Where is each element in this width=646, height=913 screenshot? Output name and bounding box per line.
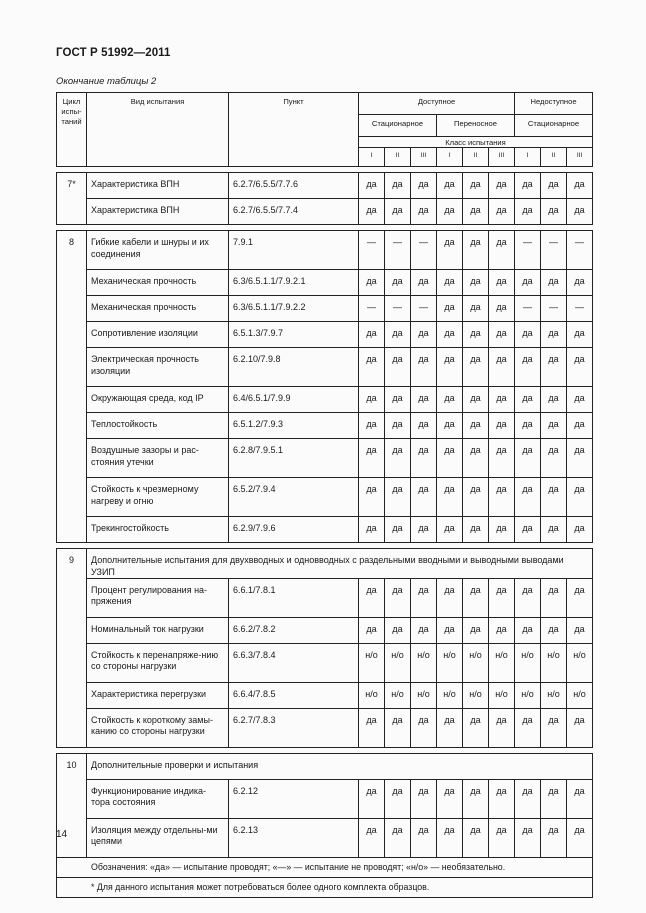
- value-cell: да: [567, 173, 593, 199]
- value-cell: да: [385, 413, 411, 439]
- value-cell: да: [411, 818, 437, 857]
- value-cell: да: [385, 478, 411, 517]
- value-cell: да: [567, 708, 593, 747]
- value-cell: да: [385, 322, 411, 348]
- value-cell: да: [437, 231, 463, 270]
- value-cell: —: [385, 231, 411, 270]
- value-cell: да: [541, 387, 567, 413]
- table-row: [57, 173, 593, 199]
- value-cell: —: [515, 296, 541, 322]
- table-row: [57, 708, 593, 747]
- value-cell: н/о: [541, 643, 567, 682]
- header-stationary: Стационарное: [359, 115, 437, 137]
- value-cell: да: [567, 439, 593, 478]
- value-cell: да: [489, 387, 515, 413]
- clause-ref: 6.3/6.5.1.1/7.9.2.1: [229, 270, 359, 296]
- cycle-number: 10: [57, 753, 87, 857]
- value-cell: да: [359, 708, 385, 747]
- header-test-type: Вид испытания: [87, 93, 229, 167]
- clause-ref: 6.6.2/7.8.2: [229, 617, 359, 643]
- clause-ref: 6.6.4/7.8.5: [229, 682, 359, 708]
- table-row: [57, 643, 593, 682]
- clause-ref: 6.2.9/7.9.6: [229, 517, 359, 543]
- value-cell: —: [567, 296, 593, 322]
- value-cell: да: [359, 818, 385, 857]
- legend-note: Обозначения: «да» — испытание проводят; «—» — испытание не проводят; «н/о» — необязательно.: [57, 857, 593, 877]
- value-cell: да: [411, 387, 437, 413]
- value-cell: да: [437, 348, 463, 387]
- value-cell: да: [489, 439, 515, 478]
- value-cell: да: [385, 617, 411, 643]
- test-name: Гибкие кабели и шнуры и их соединения: [87, 231, 229, 270]
- header-class-cell: II: [541, 148, 567, 167]
- value-cell: н/о: [567, 682, 593, 708]
- value-cell: да: [567, 617, 593, 643]
- value-cell: да: [359, 387, 385, 413]
- table-row: [57, 322, 593, 348]
- value-cell: да: [515, 478, 541, 517]
- value-cell: да: [359, 270, 385, 296]
- clause-ref: 6.2.12: [229, 779, 359, 818]
- value-cell: да: [411, 617, 437, 643]
- value-cell: да: [567, 199, 593, 225]
- value-cell: да: [437, 517, 463, 543]
- value-cell: да: [437, 439, 463, 478]
- value-cell: да: [463, 617, 489, 643]
- value-cell: да: [385, 199, 411, 225]
- value-cell: н/о: [541, 682, 567, 708]
- value-cell: —: [359, 296, 385, 322]
- value-cell: н/о: [489, 682, 515, 708]
- table-row: [57, 199, 593, 225]
- value-cell: да: [463, 270, 489, 296]
- cycle-number: 9: [57, 549, 87, 748]
- value-cell: н/о: [515, 682, 541, 708]
- group-title: Дополнительные испытания для двухвводных и одновводных с раздельными вводными и выводными выводами УЗИП: [87, 549, 593, 579]
- value-cell: да: [541, 270, 567, 296]
- table-row: [57, 439, 593, 478]
- value-cell: да: [567, 270, 593, 296]
- value-cell: да: [489, 270, 515, 296]
- clause-ref: 6.2.13: [229, 818, 359, 857]
- value-cell: да: [437, 779, 463, 818]
- table-row: [57, 231, 593, 270]
- value-cell: да: [489, 322, 515, 348]
- clause-ref: 6.2.8/7.9.5.1: [229, 439, 359, 478]
- value-cell: н/о: [437, 643, 463, 682]
- header-class-cell: III: [489, 148, 515, 167]
- value-cell: да: [489, 818, 515, 857]
- value-cell: да: [359, 173, 385, 199]
- value-cell: да: [567, 818, 593, 857]
- table-row: [57, 682, 593, 708]
- value-cell: да: [437, 578, 463, 617]
- cycle-number: 8: [57, 231, 87, 543]
- value-cell: н/о: [411, 682, 437, 708]
- value-cell: да: [541, 708, 567, 747]
- header-class-cell: III: [567, 148, 593, 167]
- value-cell: да: [541, 478, 567, 517]
- value-cell: да: [567, 779, 593, 818]
- value-cell: да: [463, 199, 489, 225]
- value-cell: —: [359, 231, 385, 270]
- value-cell: да: [515, 199, 541, 225]
- value-cell: да: [541, 517, 567, 543]
- header-portable: Переносное: [437, 115, 515, 137]
- value-cell: н/о: [359, 643, 385, 682]
- header-class-cell: I: [359, 148, 385, 167]
- test-name: Механическая прочность: [87, 296, 229, 322]
- value-cell: да: [541, 439, 567, 478]
- header-inaccessible: Недоступное: [515, 93, 593, 115]
- test-name: Электрическая прочность изоляции: [87, 348, 229, 387]
- cycle-number: 7*: [57, 173, 87, 225]
- table-row: [57, 617, 593, 643]
- value-cell: да: [437, 173, 463, 199]
- value-cell: да: [489, 348, 515, 387]
- value-cell: да: [515, 413, 541, 439]
- table-row: [57, 478, 593, 517]
- value-cell: да: [359, 348, 385, 387]
- value-cell: да: [411, 199, 437, 225]
- value-cell: да: [411, 439, 437, 478]
- value-cell: да: [463, 322, 489, 348]
- clause-ref: 6.2.7/6.5.5/7.7.4: [229, 199, 359, 225]
- value-cell: да: [437, 322, 463, 348]
- value-cell: да: [489, 296, 515, 322]
- value-cell: да: [437, 818, 463, 857]
- value-cell: да: [411, 517, 437, 543]
- value-cell: н/о: [567, 643, 593, 682]
- test-name: Характеристика ВПН: [87, 173, 229, 199]
- clause-ref: 6.2.10/7.9.8: [229, 348, 359, 387]
- value-cell: да: [515, 779, 541, 818]
- value-cell: да: [359, 413, 385, 439]
- value-cell: —: [541, 231, 567, 270]
- value-cell: да: [359, 199, 385, 225]
- value-cell: да: [359, 517, 385, 543]
- value-cell: да: [567, 322, 593, 348]
- value-cell: н/о: [385, 643, 411, 682]
- value-cell: —: [411, 231, 437, 270]
- value-cell: да: [515, 818, 541, 857]
- test-name: Сопротивление изоляции: [87, 322, 229, 348]
- value-cell: н/о: [385, 682, 411, 708]
- value-cell: да: [515, 617, 541, 643]
- test-name: Механическая прочность: [87, 270, 229, 296]
- value-cell: да: [463, 818, 489, 857]
- value-cell: да: [385, 818, 411, 857]
- value-cell: да: [385, 439, 411, 478]
- group-title: Дополнительные проверки и испытания: [87, 753, 593, 779]
- page-number: 14: [56, 829, 68, 840]
- value-cell: да: [541, 818, 567, 857]
- clause-ref: 6.4/6.5.1/7.9.9: [229, 387, 359, 413]
- header-class-cell: I: [437, 148, 463, 167]
- test-name: Стойкость к короткому замы-канию со стороны нагрузки: [87, 708, 229, 747]
- value-cell: да: [359, 779, 385, 818]
- clause-ref: 6.6.3/7.8.4: [229, 643, 359, 682]
- value-cell: да: [463, 517, 489, 543]
- value-cell: да: [411, 779, 437, 818]
- value-cell: да: [385, 578, 411, 617]
- value-cell: да: [515, 387, 541, 413]
- value-cell: да: [489, 413, 515, 439]
- test-name: Характеристика ВПН: [87, 199, 229, 225]
- test-name: Теплостойкость: [87, 413, 229, 439]
- value-cell: да: [463, 173, 489, 199]
- value-cell: да: [463, 348, 489, 387]
- value-cell: да: [463, 578, 489, 617]
- document-header: ГОСТ Р 51992—2011: [56, 47, 171, 59]
- header-class-cell: I: [515, 148, 541, 167]
- test-name: Окружающая среда, код IP: [87, 387, 229, 413]
- value-cell: да: [489, 708, 515, 747]
- value-cell: —: [385, 296, 411, 322]
- test-name: Воздушные зазоры и рас-стояния утечки: [87, 439, 229, 478]
- clause-ref: 6.5.1.2/7.9.3: [229, 413, 359, 439]
- value-cell: да: [437, 617, 463, 643]
- value-cell: —: [541, 296, 567, 322]
- value-cell: да: [515, 578, 541, 617]
- value-cell: да: [463, 708, 489, 747]
- value-cell: да: [437, 478, 463, 517]
- value-cell: —: [411, 296, 437, 322]
- table-row: [57, 779, 593, 818]
- table-row: [57, 348, 593, 387]
- test-name: Изоляция между отдельны-ми цепями: [87, 818, 229, 857]
- value-cell: да: [411, 413, 437, 439]
- value-cell: да: [385, 708, 411, 747]
- test-table: [56, 92, 593, 898]
- value-cell: да: [463, 231, 489, 270]
- test-name: Процент регулирования на-пряжения: [87, 578, 229, 617]
- value-cell: да: [411, 348, 437, 387]
- header-accessible: Доступное: [359, 93, 515, 115]
- value-cell: да: [385, 387, 411, 413]
- table-row: [57, 818, 593, 857]
- value-cell: да: [541, 413, 567, 439]
- value-cell: да: [359, 578, 385, 617]
- table-row: [57, 578, 593, 617]
- test-name: Характеристика перегрузки: [87, 682, 229, 708]
- value-cell: да: [489, 231, 515, 270]
- value-cell: да: [489, 517, 515, 543]
- table-caption: Окончание таблицы 2: [56, 76, 157, 87]
- test-name: Стойкость к перенапряже-нию со стороны нагрузки: [87, 643, 229, 682]
- value-cell: да: [567, 517, 593, 543]
- value-cell: да: [411, 270, 437, 296]
- value-cell: да: [541, 348, 567, 387]
- header-class-cell: II: [385, 148, 411, 167]
- clause-ref: 6.3/6.5.1.1/7.9.2.2: [229, 296, 359, 322]
- value-cell: да: [437, 199, 463, 225]
- value-cell: да: [385, 348, 411, 387]
- value-cell: да: [567, 413, 593, 439]
- value-cell: да: [567, 387, 593, 413]
- value-cell: да: [385, 517, 411, 543]
- value-cell: да: [489, 617, 515, 643]
- value-cell: да: [489, 779, 515, 818]
- value-cell: да: [359, 478, 385, 517]
- clause-ref: 6.5.1.3/7.9.7: [229, 322, 359, 348]
- value-cell: да: [463, 413, 489, 439]
- value-cell: да: [359, 617, 385, 643]
- value-cell: —: [515, 231, 541, 270]
- clause-ref: 7.9.1: [229, 231, 359, 270]
- header-test-class: Класс испытания: [359, 137, 593, 148]
- value-cell: да: [567, 578, 593, 617]
- table-row: [57, 296, 593, 322]
- value-cell: н/о: [463, 643, 489, 682]
- value-cell: да: [411, 322, 437, 348]
- value-cell: да: [411, 478, 437, 517]
- header-class-cell: II: [463, 148, 489, 167]
- clause-ref: 6.6.1/7.8.1: [229, 578, 359, 617]
- value-cell: да: [385, 779, 411, 818]
- table-row: [57, 270, 593, 296]
- clause-ref: 6.2.7/7.8.3: [229, 708, 359, 747]
- header-stationary-inaccessible: Стационарное: [515, 115, 593, 137]
- clause-ref: 6.2.7/6.5.5/7.7.6: [229, 173, 359, 199]
- value-cell: да: [437, 296, 463, 322]
- value-cell: да: [463, 387, 489, 413]
- value-cell: да: [515, 173, 541, 199]
- table-row: [57, 753, 593, 779]
- value-cell: да: [463, 439, 489, 478]
- value-cell: да: [541, 322, 567, 348]
- value-cell: да: [437, 270, 463, 296]
- value-cell: да: [515, 439, 541, 478]
- value-cell: н/о: [515, 643, 541, 682]
- value-cell: н/о: [489, 643, 515, 682]
- value-cell: да: [411, 173, 437, 199]
- header-clause: Пункт: [229, 93, 359, 167]
- test-name: Функционирование индика-тора состояния: [87, 779, 229, 818]
- value-cell: —: [567, 231, 593, 270]
- value-cell: да: [437, 387, 463, 413]
- table-row: [57, 387, 593, 413]
- header-cycle: Цикл испы-таний: [57, 93, 87, 167]
- value-cell: да: [541, 779, 567, 818]
- value-cell: н/о: [463, 682, 489, 708]
- value-cell: да: [515, 348, 541, 387]
- test-name: Трекингостойкость: [87, 517, 229, 543]
- value-cell: н/о: [359, 682, 385, 708]
- value-cell: да: [463, 779, 489, 818]
- value-cell: да: [567, 478, 593, 517]
- value-cell: да: [359, 439, 385, 478]
- value-cell: да: [463, 478, 489, 517]
- test-name: Стойкость к чрезмерному нагреву и огню: [87, 478, 229, 517]
- value-cell: да: [489, 578, 515, 617]
- header-class-cell: III: [411, 148, 437, 167]
- value-cell: да: [541, 173, 567, 199]
- value-cell: да: [541, 199, 567, 225]
- value-cell: да: [489, 478, 515, 517]
- table-row: [57, 517, 593, 543]
- value-cell: да: [515, 708, 541, 747]
- clause-ref: 6.5.2/7.9.4: [229, 478, 359, 517]
- value-cell: да: [411, 708, 437, 747]
- value-cell: н/о: [411, 643, 437, 682]
- value-cell: да: [489, 199, 515, 225]
- value-cell: да: [385, 270, 411, 296]
- test-name: Номинальный ток нагрузки: [87, 617, 229, 643]
- value-cell: да: [541, 578, 567, 617]
- value-cell: да: [567, 348, 593, 387]
- value-cell: н/о: [437, 682, 463, 708]
- table-row: [57, 549, 593, 579]
- value-cell: да: [359, 322, 385, 348]
- table-row: [57, 413, 593, 439]
- value-cell: да: [541, 617, 567, 643]
- value-cell: да: [411, 578, 437, 617]
- value-cell: да: [437, 708, 463, 747]
- value-cell: да: [437, 413, 463, 439]
- value-cell: да: [489, 173, 515, 199]
- value-cell: да: [515, 270, 541, 296]
- value-cell: да: [515, 517, 541, 543]
- value-cell: да: [463, 296, 489, 322]
- value-cell: да: [385, 173, 411, 199]
- footnote: * Для данного испытания может потребоваться более одного комплекта образцов.: [57, 877, 593, 897]
- value-cell: да: [515, 322, 541, 348]
